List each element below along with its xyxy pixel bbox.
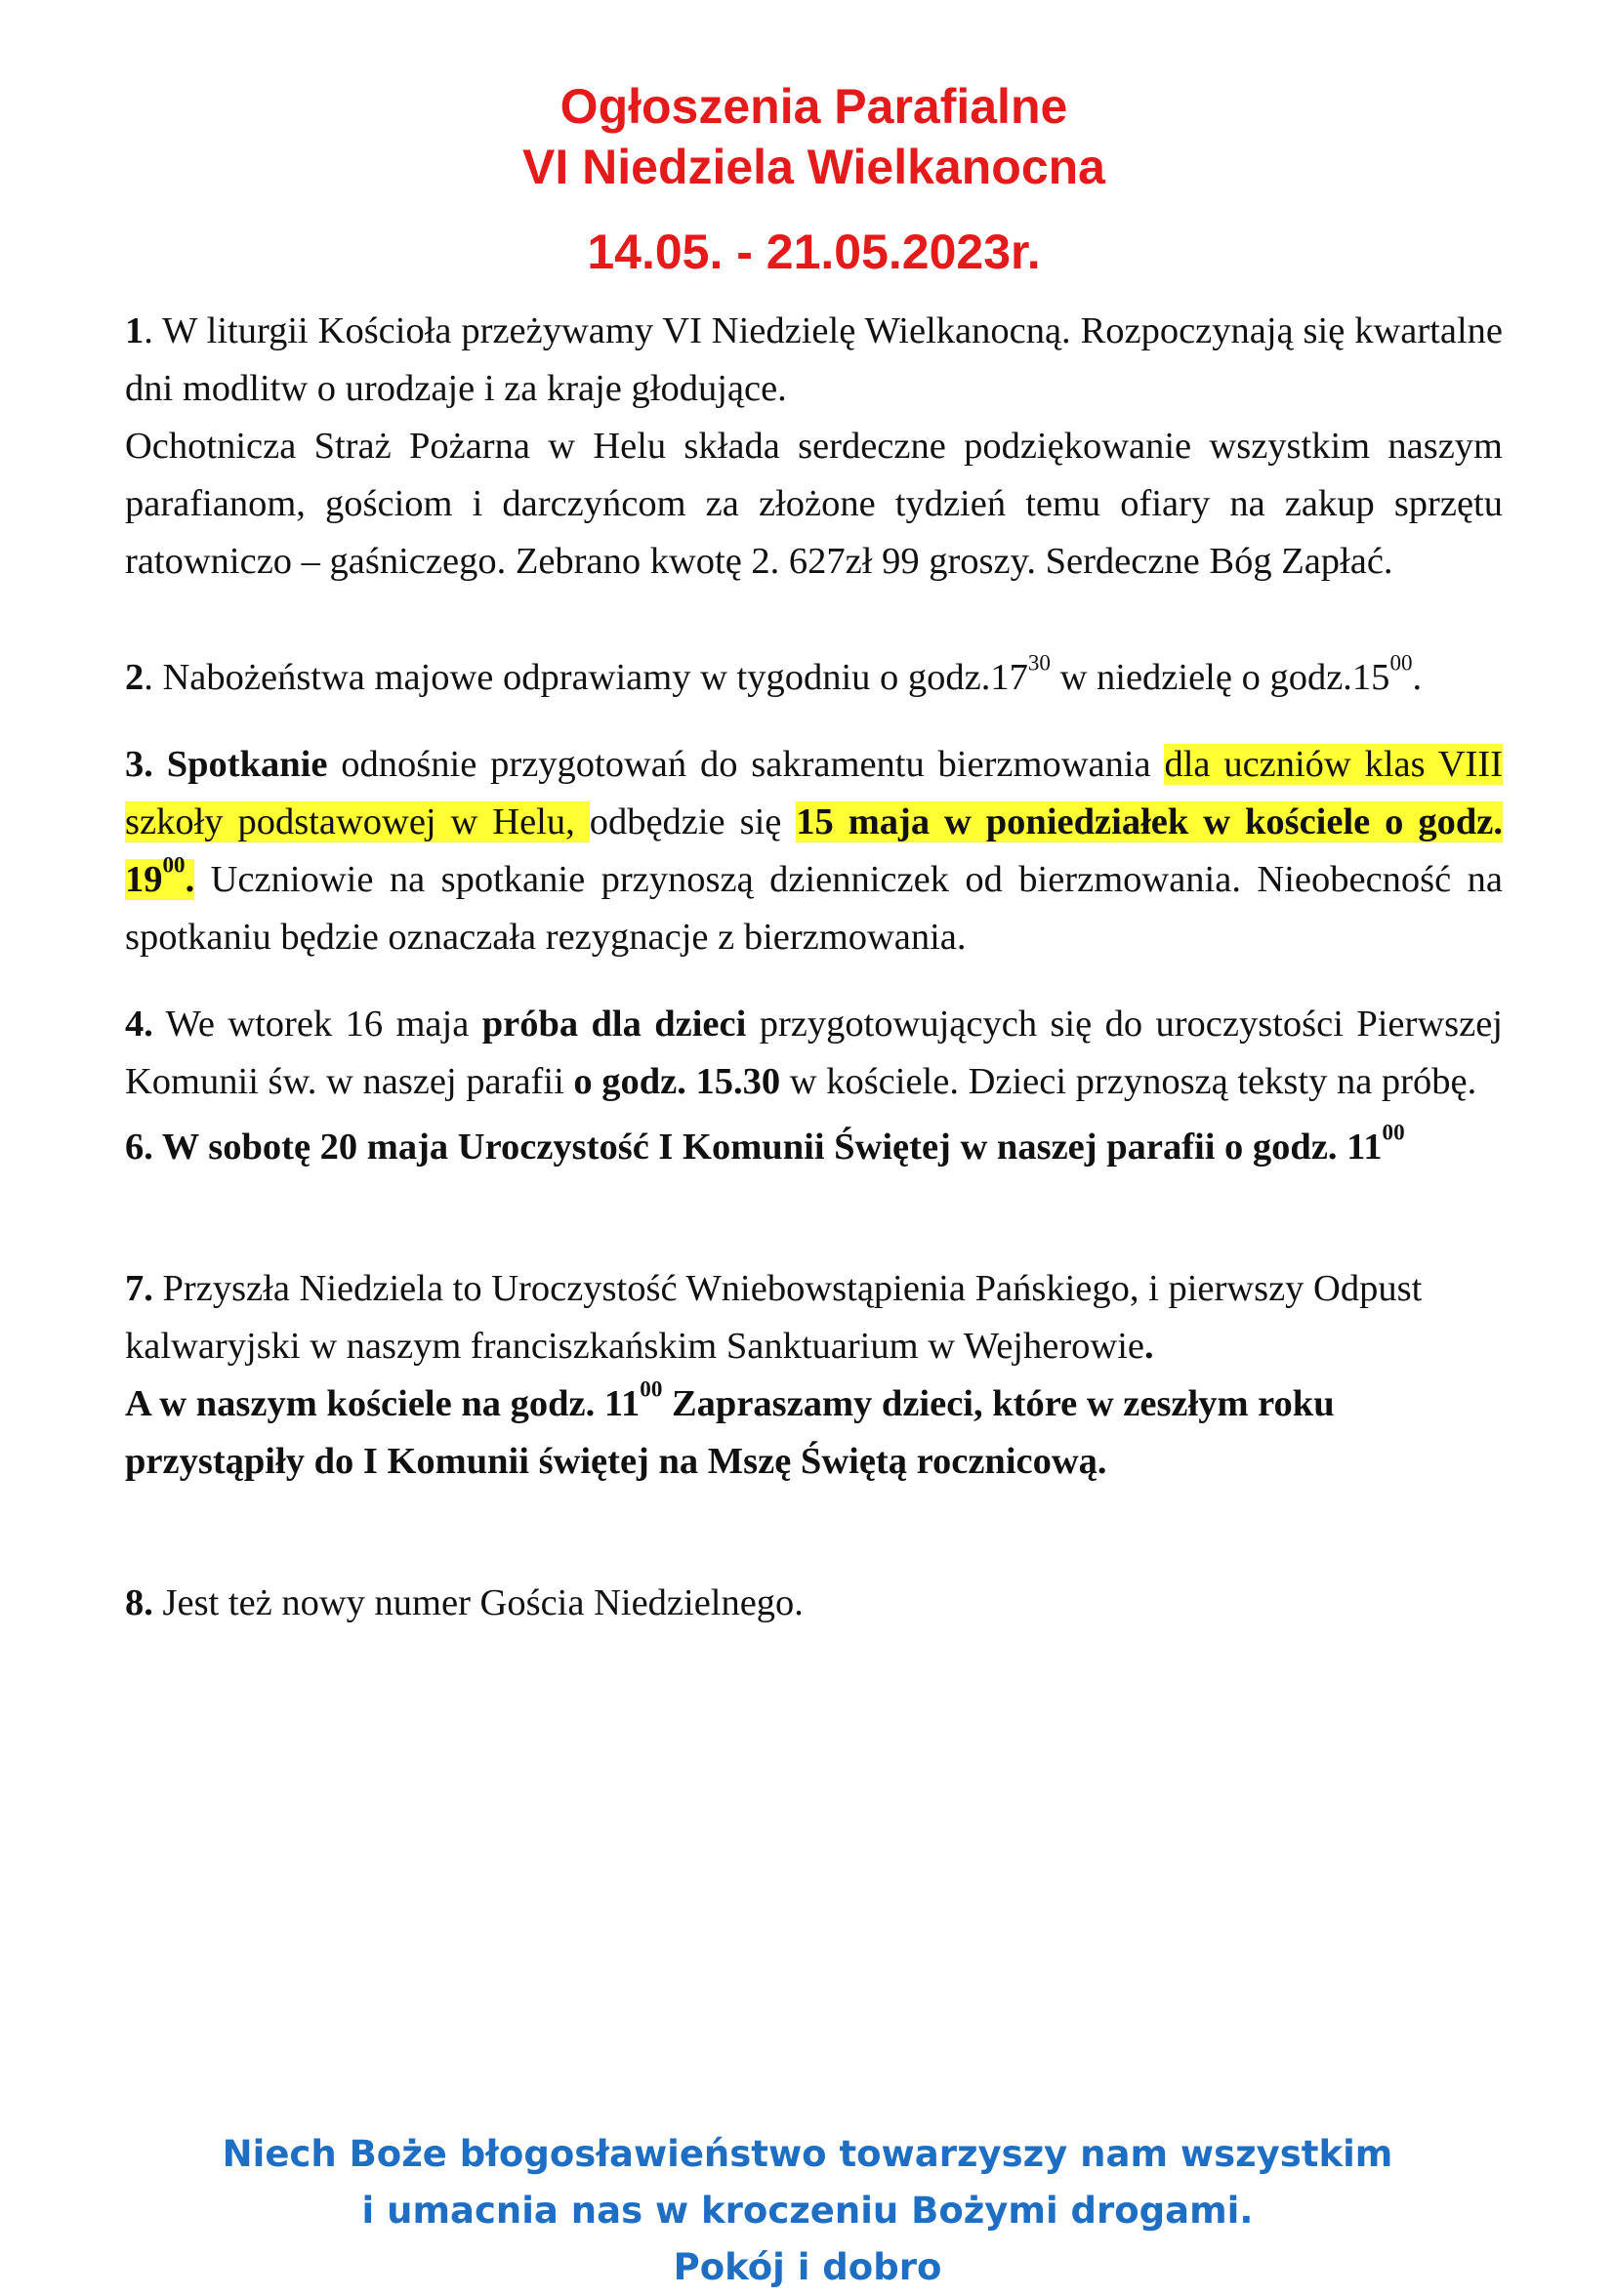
item-number: 3. xyxy=(125,744,153,785)
closing-line-1: Niech Boże błogosławieństwo towarzyszy nam wszystkim xyxy=(222,2133,1393,2175)
announcement-7-bold xyxy=(125,1375,1335,1482)
date-range: 14.05. - 21.05.2023r. xyxy=(587,225,1041,279)
announcement-3-text-b: odbędzie się xyxy=(589,801,797,842)
announcement-6-text: 6. W sobotę 20 maja Uroczystość I Komunii Świętej w naszej parafii o godz. 11 xyxy=(125,1127,1383,1168)
announcement-6 xyxy=(125,1119,1503,1176)
announcement-1 xyxy=(125,303,1503,418)
announcement-7-text-a: Przyszła Niedziela to Uroczystość Wniebowstąpienia Pańskiego, i pierwszy Odpust kalwaryjski w naszym franciszkańskim Sanktuarium w Wejherowie xyxy=(125,1268,1423,1367)
announcement-3-bold: Spotkanie xyxy=(152,744,328,785)
announcement-7-dot: . xyxy=(1143,1326,1154,1367)
announcement-1-text-a: . W liturgii Kościoła przeżywamy VI Niedzielę Wielkanocną. Rozpoczynają się kwartalne dni modlitw o urodzaje i za kraje głodujące. xyxy=(125,310,1503,409)
announcement-3-text-c: Uczniowie na spotkanie przynoszą dzienniczek od bierzmowania. Nieobecność na spotkaniu będzie oznaczała rezygnacje z bierzmowania. xyxy=(125,859,1503,958)
announcement-4-text-b: przygotowujących się do uroczystości Pierwszej Komunii św. w naszej parafii xyxy=(125,1004,1503,1102)
announcement-2 xyxy=(125,649,1503,707)
highlighted-text: dla uczniów klas VIII szkoły podstawowej w Helu, xyxy=(125,744,1503,842)
announcement-4-text-c: w kościele. Dzieci przynoszą teksty na próbę. xyxy=(780,1061,1477,1102)
item-number: 2 xyxy=(125,657,145,698)
announcement-7-bold-b: Zapraszamy dzieci, które w zeszłym roku przystąpiły do I Komunii świętej na Mszę Świętą rocznicową. xyxy=(125,1383,1335,1482)
announcement-4-text-a: We wtorek 16 maja xyxy=(152,1004,482,1045)
closing-blessing xyxy=(0,2126,1615,2296)
announcement-4-bold-a: próba dla dzieci xyxy=(481,1004,747,1045)
closing-line-2: i umacnia nas w kroczeniu Bożymi drogami. xyxy=(361,2190,1254,2232)
title-line-1: Ogłoszenia Parafialne xyxy=(559,79,1068,134)
announcement-2-text-c: . xyxy=(1412,657,1423,698)
time-superscript: 00 xyxy=(162,851,186,878)
closing-line-3: Pokój i dobro xyxy=(673,2246,942,2288)
announcement-4 xyxy=(125,996,1503,1111)
announcement-3 xyxy=(125,736,1503,966)
announcement-8 xyxy=(125,1575,1503,1632)
announcement-1-continued xyxy=(125,418,1503,591)
announcement-2-text-b: w niedzielę o godz.15 xyxy=(1050,657,1390,698)
time-superscript: 00 xyxy=(1389,649,1413,676)
announcement-1-text-b: Ochotnicza Straż Pożarna w Helu składa serdeczne podziękowanie wszystkim naszym parafianom, gościom i darczyńcom za złożone tydzień temu ofiary na zakup sprzętu ratowniczo – gaśniczego. Zebrano kwotę 2. 627zł 99 groszy. Serdeczne Bóg Zapłać. xyxy=(125,426,1503,582)
time-superscript: 30 xyxy=(1027,649,1051,676)
header xyxy=(125,76,1503,281)
announcement-7 xyxy=(125,1260,1503,1491)
announcement-4-bold-b: o godz. 15.30 xyxy=(573,1061,781,1102)
title-line-2: VI Niedziela Wielkanocna xyxy=(522,140,1105,194)
item-number: 7. xyxy=(125,1268,153,1309)
item-number: 4. xyxy=(125,1004,153,1045)
announcement-6-bold xyxy=(125,1119,1405,1168)
item-number: 8. xyxy=(125,1582,153,1623)
announcement-7-bold-a: A w naszym kościele na godz. 11 xyxy=(125,1383,641,1424)
announcement-3-text-a: odnośnie przygotowań do sakramentu bierzmowania xyxy=(327,744,1165,785)
highlighted-date: 15 maja w poniedziałek w kościele o godz. 19 xyxy=(125,801,1503,900)
time-superscript: 00 xyxy=(1382,1119,1405,1145)
announcement-2-text-a: . Nabożeństwa majowe odprawiamy w tygodniu o godz.17 xyxy=(144,657,1028,698)
announcements xyxy=(125,303,1503,1632)
announcement-8-text: Jest też nowy numer Gościa Niedzielnego. xyxy=(152,1582,804,1623)
time-superscript: 00 xyxy=(640,1375,663,1402)
item-number: 1 xyxy=(125,310,145,351)
highlighted-dot: . xyxy=(185,859,195,900)
